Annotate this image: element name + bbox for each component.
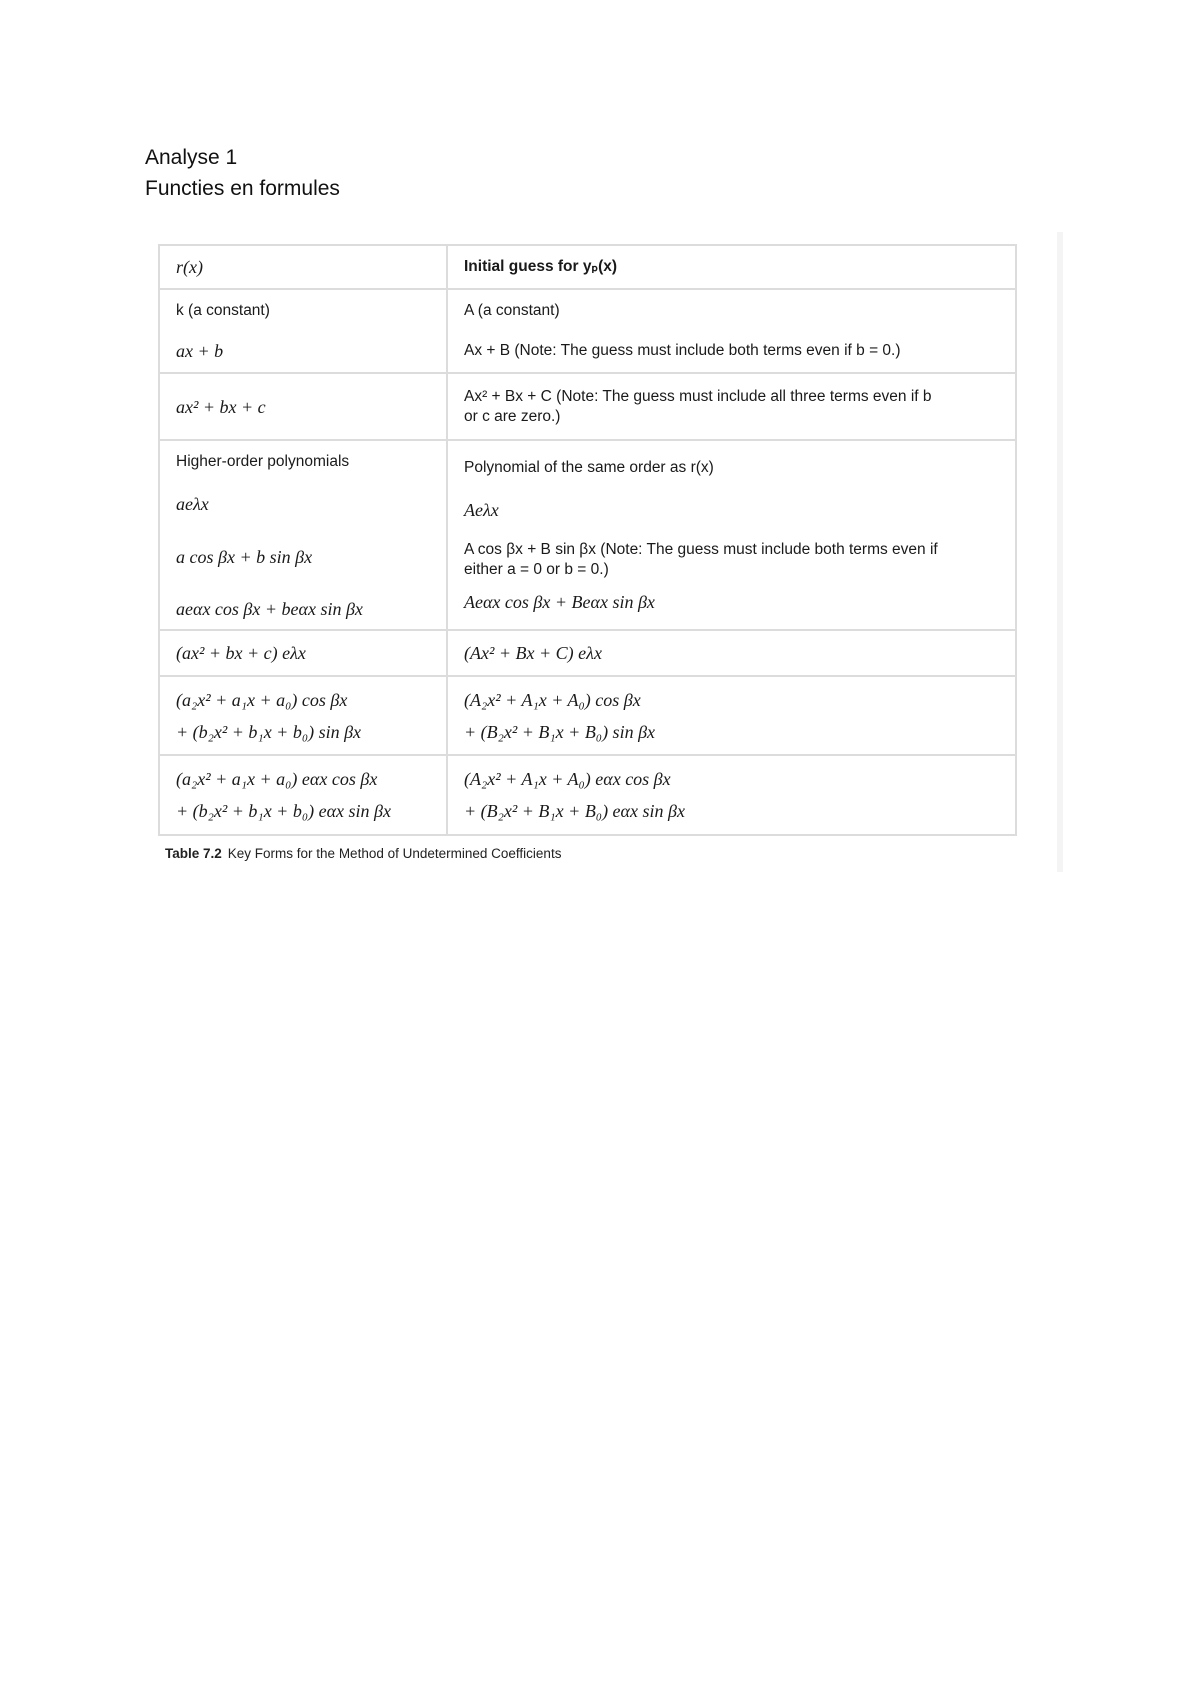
cell-guess-poly-exp: (Ax² + Bx + C) eλx: [464, 643, 602, 663]
coefficients-table-grid: [160, 246, 1015, 834]
header-rx: r(x): [176, 257, 203, 277]
document-title: Analyse 1: [145, 146, 238, 169]
cell-r-poly-trig: (a₂x² + a₁x + a₀) cos βx: [176, 689, 348, 710]
cell-r-linear: ax + b: [176, 341, 224, 361]
table-header-row: [160, 246, 1015, 289]
cell-guess-poly-trig: (A₂x² + A₁x + A₀) cos βx: [464, 689, 641, 710]
cell-r-polynomial: Higher-order polynomials: [176, 452, 350, 470]
cell-guess-poly-exp-trig: (A₂x² + A₁x + A₀) eαx cos βx: [464, 769, 671, 789]
table-row: [160, 676, 1015, 755]
cell-guess-exponential: Aeλx: [464, 500, 499, 520]
table-caption-label: Table 7.2: [165, 846, 222, 861]
table-caption: [165, 846, 561, 861]
cell-r-poly-trig-cont: + (b₂x² + b₁x + b₀) sin βx: [176, 721, 362, 742]
page-edge-shadow: [1057, 232, 1063, 872]
table-row: [160, 373, 1015, 440]
cell-guess-exp-trig: Aeαx cos βx + Beαx sin βx: [464, 592, 655, 612]
header-initial-guess: Initial guess for yₚ(x): [464, 258, 618, 275]
document-subtitle: Functies en formules: [145, 177, 340, 200]
cell-guess-trig: A cos βx + B sin βx (Note: The guess must include both terms even if: [464, 541, 938, 558]
cell-guess-poly-exp-trig-cont: + (B₂x² + B₁x + B₀) eαx sin βx: [464, 801, 685, 821]
table-row: [160, 440, 1015, 630]
document-heading: [145, 142, 340, 204]
cell-guess-poly-trig-cont: + (B₂x² + B₁x + B₀) sin βx: [464, 721, 656, 742]
table-row: [160, 755, 1015, 834]
cell-r-poly-exp-trig: (a₂x² + a₁x + a₀) eαx cos βx: [176, 769, 378, 789]
cell-r-quadratic: ax² + bx + c: [176, 396, 266, 417]
table-caption-text: Key Forms for the Method of Undetermined Coefficients: [227, 846, 562, 861]
cell-guess-linear: Ax + B (Note: The guess must include both terms even if b = 0.): [464, 342, 901, 359]
cell-guess-quadratic: Ax² + Bx + C (Note: The guess must include all three terms even if b: [464, 387, 932, 405]
cell-r-poly-exp: (ax² + bx + c) eλx: [176, 643, 306, 663]
cell-guess-quadratic-cont: or c are zero.): [464, 407, 561, 425]
coefficients-table: [158, 244, 1017, 836]
cell-r-trig: a cos βx + b sin βx: [176, 546, 313, 567]
cell-guess-constant: A (a constant): [464, 302, 560, 319]
cell-r-exp-trig: aeαx cos βx + beαx sin βx: [176, 598, 363, 619]
table-row: [160, 289, 1015, 373]
cell-guess-trig-cont: either a = 0 or b = 0.): [464, 561, 609, 578]
cell-r-constant: k (a constant): [176, 302, 270, 319]
cell-r-exponential: aeλx: [176, 493, 209, 514]
cell-guess-polynomial: Polynomial of the same order as r(x): [464, 459, 714, 476]
table-row: [160, 630, 1015, 676]
cell-r-poly-exp-trig-cont: + (b₂x² + b₁x + b₀) eαx sin βx: [176, 801, 391, 821]
